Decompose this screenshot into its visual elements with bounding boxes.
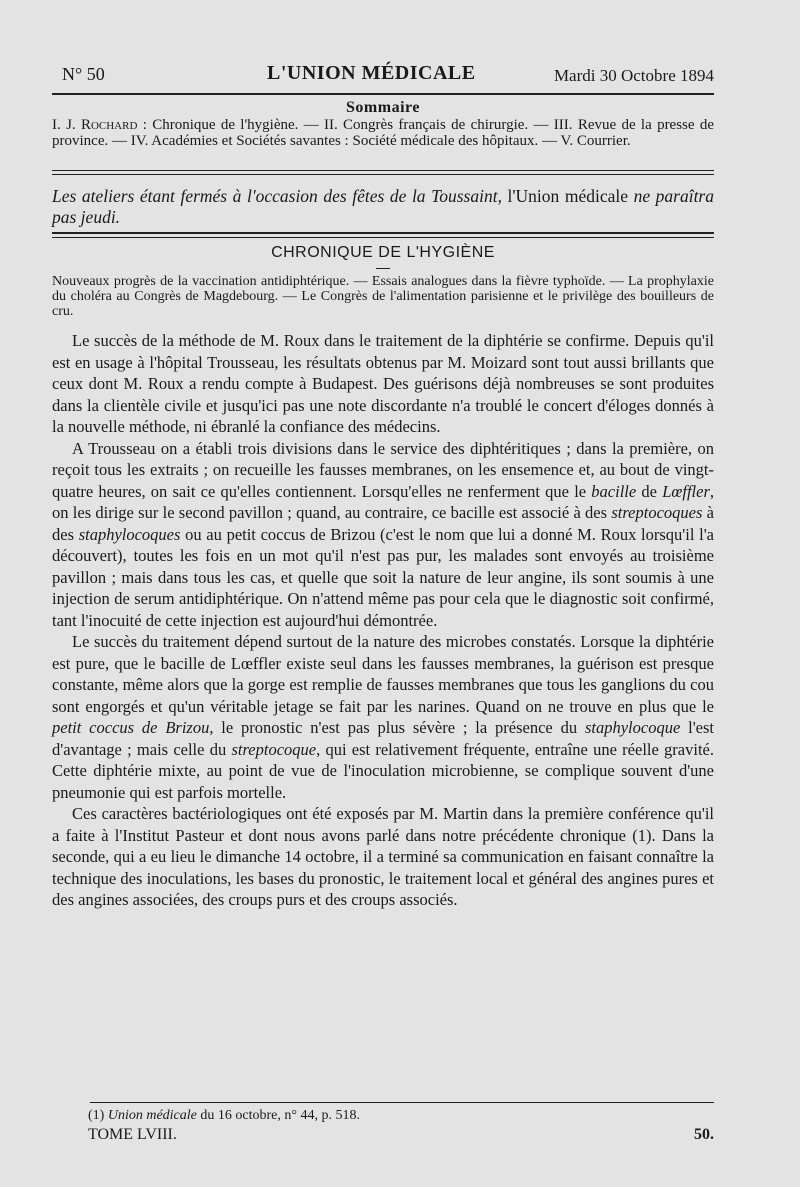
notice-journal-name: l'Union médicale <box>507 186 629 206</box>
masthead-rule <box>52 93 714 95</box>
notice-italic-2: ne paraîtra pas jeudi. <box>52 186 714 227</box>
masthead <box>62 62 714 90</box>
paragraph-1: Le succès de la méthode de M. Roux dans le traitement de la diphtérie se confirme. Depuis qu'il est en usage à l'hôpital Trousseau, les résultats obtenus par M. Moizard sont tout aussi brillants que ceux dont M. Roux a rendu compte à Budapest. Des guérisons déjà nombreuses se sont produites dans la clientèle civile et jusqu'ici pas une note discordante n'a troublé le concert d'éloges donnés à la nouvelle méthode, ni ébranlé la confiance des médecins. <box>52 331 714 436</box>
sommaire-item-prefix: I. <box>52 117 67 133</box>
page-number: 50. <box>694 1126 714 1143</box>
chronique-dash-wrap <box>52 268 714 269</box>
notice-rule-top <box>52 232 714 234</box>
sommaire-author: J. Rochard <box>66 117 138 133</box>
closure-notice <box>52 186 714 228</box>
chronique-title: CHRONIQUE DE L'HYGIÈNE <box>271 244 495 261</box>
footnote: (1) Union médicale du 16 octobre, n° 44, p. 518. <box>88 1108 360 1123</box>
issue-number: N° 50 <box>62 64 105 84</box>
sommaire-items: : Chronique de l'hygiène. — II. Congrès français de chirurgie. — III. Revue de la presse de province. — IV. Académies et Sociétés savantes : Société médicale des hôpitaux. — V. Courrier. <box>52 117 715 149</box>
journal-title: L'UNION MÉDICALE <box>267 62 476 84</box>
sommaire-title: Sommaire <box>346 99 420 116</box>
paragraph-3: Le succès du traitement dépend surtout de la nature des microbes constatés. Lorsque la diphtérie est pure, que le bacille de Lœffler existe seul dans les fausses membranes, la guérison est presque constante, même alors que la gorge est remplie de fausses membranes que tous les ganglions du cou sont engorgés et qu'un véritable jetage se fait par les narines. Quand on ne trouve en plus que le petit coccus de Brizou, le pronostic n'est pas plus sévère ; la présence du staphylocoque l'est d'avantage ; mais celle du streptocoque, qui est relativement fréquente, entraîne une réelle gravité. Cette diphtérie mixte, au point de vue de l'inoculation microbienne, se complique souvent d'une pneumonie qui est parfois mortelle. <box>52 632 714 802</box>
issue-date: Mardi 30 Octobre 1894 <box>553 66 714 85</box>
footnote-rule <box>90 1102 714 1103</box>
sommaire-text <box>52 117 714 149</box>
paragraph-4: Ces caractères bactériologiques ont été exposés par M. Martin dans la première conférence qu'il a faite à l'Institut Pasteur et dont nous avons parlé dans notre précédente chronique (1). Dans la seconde, qui a eu lieu le dimanche 14 octobre, il a terminé sa communication en faisant connaître la technique des inoculations, les bases du pronostic, le traitement local et général des angines pures et des angines associées, des croups purs et des croups associés. <box>52 804 714 909</box>
notice-italic-1: Les ateliers étant fermés à l'occasion des fêtes de la Toussaint, <box>52 186 508 206</box>
sommaire-rule-bottom <box>52 174 714 175</box>
chronique-dash <box>376 268 390 269</box>
tome-label: TOME LVIII. <box>88 1126 177 1143</box>
article-body <box>52 330 714 911</box>
page-footer <box>88 1126 714 1144</box>
sommaire-rule-top <box>52 170 714 171</box>
notice-rule-bottom <box>52 237 714 238</box>
chronique-summary: Nouveaux progrès de la vaccination antidiphtérique. — Essais analogues dans la fièvre typhoïde. — La prophylaxie du choléra au Congrès de Magdebourg. — Le Congrès de l'alimentation parisienne et le privilège des bouilleurs de cru. <box>52 274 714 319</box>
paragraph-2: A Trousseau on a établi trois divisions dans le service des diphtéritiques ; dans la première, on reçoit tous les extraits ; on recueille les fausses membranes, on les ensemence et, au bout de vingt-quatre heures, on sait ce qu'elles contiennent. Lorsqu'elles ne renferment que le bacille de Lœffler, on les dirige sur le second pavillon ; quand, au contraire, ce bacille est associé à des streptocoques à des staphylocoques ou au petit coccus de Brizou (c'est le nom que lui a donné M. Roux lorsqu'il l'a découvert), toutes les fois en un mot qu'il n'est pas pur, les malades sont envoyés au troisième pavillon ; mais dans tous les cas, et quelle que soit la nature de leur angine, ils sont soumis à une injection de serum antidiphtérique. On n'attend même pas pour cela que le diagnostic soit confirmé, tant l'inocuité de cette injection est aujourd'hui démontrée. <box>52 438 714 630</box>
